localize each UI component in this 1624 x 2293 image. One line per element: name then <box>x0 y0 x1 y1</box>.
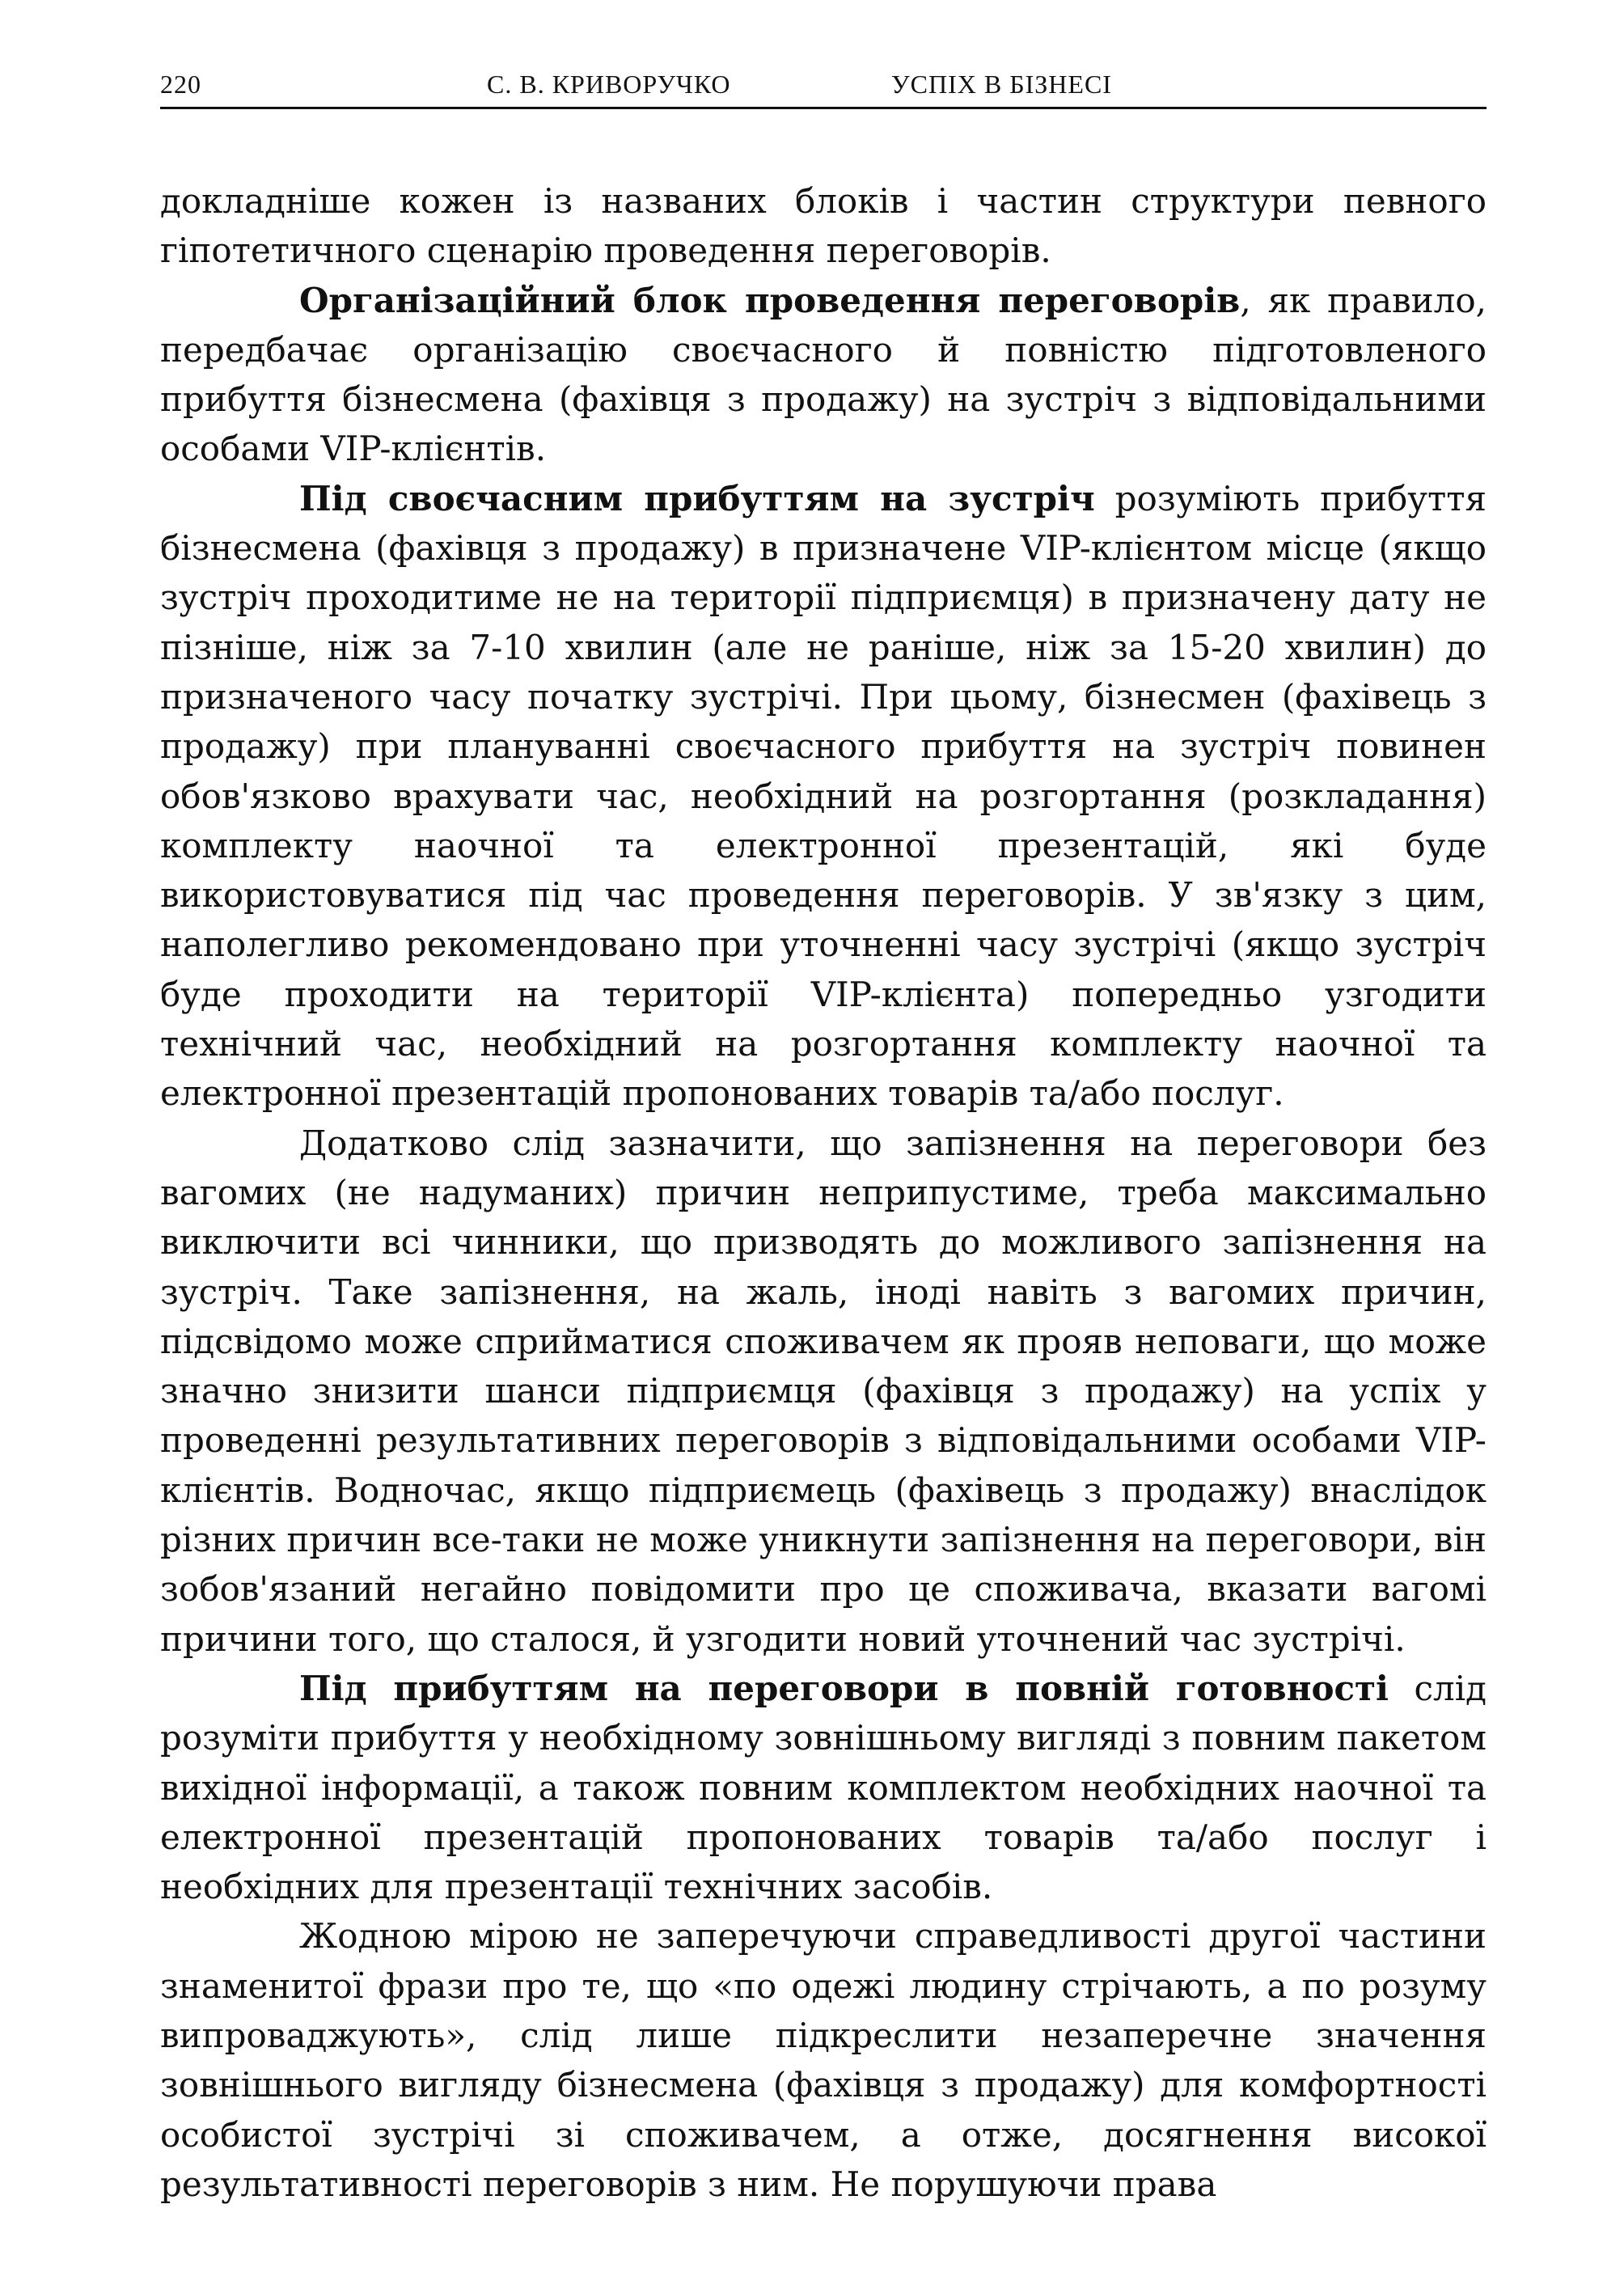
paragraph-text: розуміють прибуття бізнесмена (фахівця з продажу) в призначене VIP-клієнтом місце (якщо зустріч проходитиме не на території підприємця) в призначену дату не пізніше, ніж за 7-10 хвилин (але не раніше, ніж за 15-20 хвилин) до призначеного часу початку зустрічі. При цьому, бізнесмен (фахівець з продажу) при плануванні своєчасного прибуття на зустріч повинен обов'язково врахувати час, необхідний на розгортання (розкладання) комплекту наочної та електронної презентацій, які буде використовуватися під час проведення переговорів. У зв'язку з цим, наполегливо рекомендовано при уточненні часу зустрічі (якщо зустріч буде проходити на території VIP-клієнта) попередньо узгодити технічний час, необхідний на розгортання комплекту наочної та електронної презентацій пропонованих товарів та/або послуг. <box>160 478 1487 1114</box>
paragraph-text: , як правило, передбачає організацію своєчасного й повністю підготовленого прибуття бізнесмена (фахівця з продажу) на зустріч з відповідальними особами VIP-клієнтів. <box>160 280 1487 469</box>
paragraph-2 <box>160 276 1487 474</box>
paragraph-4 <box>160 1119 1487 1664</box>
book-title: УСПІХ В БІЗНЕСІ <box>891 70 1112 99</box>
page-number: 220 <box>160 70 201 99</box>
author-name: С. В. КРИВОРУЧКО <box>487 70 731 99</box>
paragraph-lead-term: Під прибуттям на переговори в повній готовності <box>299 1668 1389 1708</box>
paragraph-text: Жодною мірою не заперечуючи справедливості другої частини знаменитої фрази про те, що «по одежі людину стрічають, а по розуму випроваджують», слід лише підкреслити незаперечне значення зовнішнього вигляду бізнесмена (фахівця з продажу) для комфортності особистої зустрічі зі споживачем, а отже, досягнення високої результативності переговорів з ним. Не порушуючи права <box>160 1916 1487 2204</box>
paragraph-6 <box>160 1911 1487 2209</box>
paragraph-text: докладніше кожен із названих блоків і частин структури певного гіпотетичного сценарію проведення переговорів. <box>160 181 1487 271</box>
paragraph-lead-term: Під своєчасним прибуттям на зустріч <box>299 478 1095 518</box>
paragraph-lead-term: Організаційний блок проведення переговорів <box>299 280 1241 320</box>
paragraph-text: слід розуміти прибуття у необхідному зовнішньому вигляді з повним пакетом вихідної інформації, а також повним комплектом необхідних наочної та електронної презентацій пропонованих товарів та/або послуг і необхідних для презентації технічних засобів. <box>160 1668 1487 1907</box>
paragraph-1 <box>160 176 1487 276</box>
running-header <box>160 66 1487 109</box>
paragraph-text: Додатково слід зазначити, що запізнення на переговори без вагомих (не надуманих) причин неприпустиме, треба максимально виключити всі чинники, що призводять до можливого запізнення на зустріч. Таке запізнення, на жаль, іноді навіть з вагомих причин, підсвідомо може сприйматися споживачем як прояв неповаги, що може значно знизити шанси підприємця (фахівця з продажу) на успіх у проведенні результативних переговорів з відповідальними особами VIP-клієнтів. Водночас, якщо підприємець (фахівець з продажу) внаслідок різних причин все-таки не може уникнути запізнення на переговори, він зобов'язаний негайно повідомити про це споживача, вказати вагомі причини того, що сталося, й узгодити новий уточнений час зустрічі. <box>160 1123 1487 1659</box>
paragraph-5 <box>160 1664 1487 1911</box>
paragraph-3 <box>160 474 1487 1119</box>
body-text <box>160 176 1487 2209</box>
